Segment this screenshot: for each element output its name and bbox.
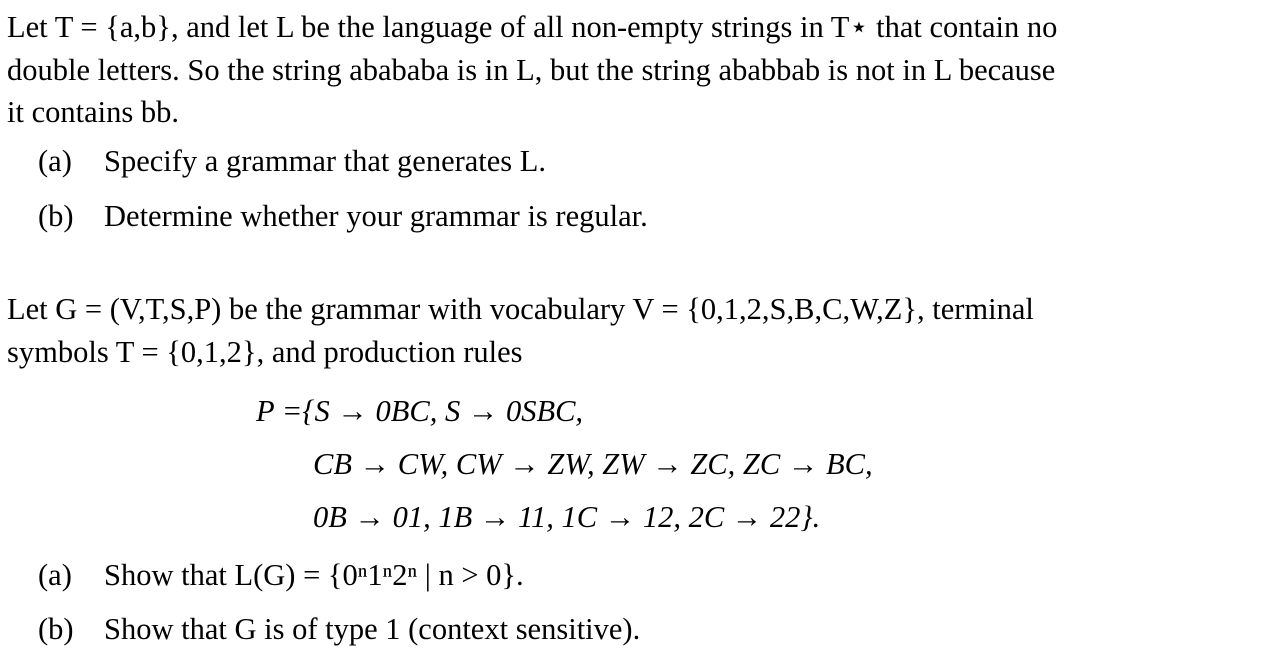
production-line2: CB → CW, CW → ZW, ZW → ZC, ZC → BC,	[313, 447, 873, 481]
part-label: (b)	[38, 612, 74, 646]
part-text: Show that G is of type 1 (context sensitive).	[104, 612, 641, 646]
problem2-part-a	[38, 560, 524, 591]
problem1-intro-line1: Let T = {a,b}, and let L be the language of all non-empty strings in T⋆ that contain no	[7, 10, 1058, 44]
problem2-intro-line2: symbols T = {0,1,2}, and production rules	[7, 335, 523, 369]
part-label: (a)	[38, 144, 72, 178]
part-text: Show that L(G) = {0ⁿ1ⁿ2ⁿ | n > 0}.	[104, 558, 524, 592]
part-text: Determine whether your grammar is regular.	[104, 199, 648, 233]
problem1-intro-line2: double letters. So the string abababa is in L, but the string ababbab is not in L because	[7, 53, 1056, 87]
problem1-intro-line3: it contains bb.	[7, 95, 179, 129]
problem1-part-b	[38, 201, 648, 232]
part-label: (b)	[38, 199, 74, 233]
part-text: Specify a grammar that generates L.	[104, 144, 547, 178]
problem1-part-a	[38, 146, 546, 177]
production-line1: P ={S → 0BC, S → 0SBC,	[256, 394, 584, 428]
problem2-intro-line1: Let G = (V,T,S,P) be the grammar with vocabulary V = {0,1,2,S,B,C,W,Z}, terminal	[7, 292, 1034, 326]
part-label: (a)	[38, 558, 72, 592]
problem2-part-b	[38, 614, 640, 645]
production-line3: 0B → 01, 1B → 11, 1C → 12, 2C → 22}.	[313, 500, 821, 534]
